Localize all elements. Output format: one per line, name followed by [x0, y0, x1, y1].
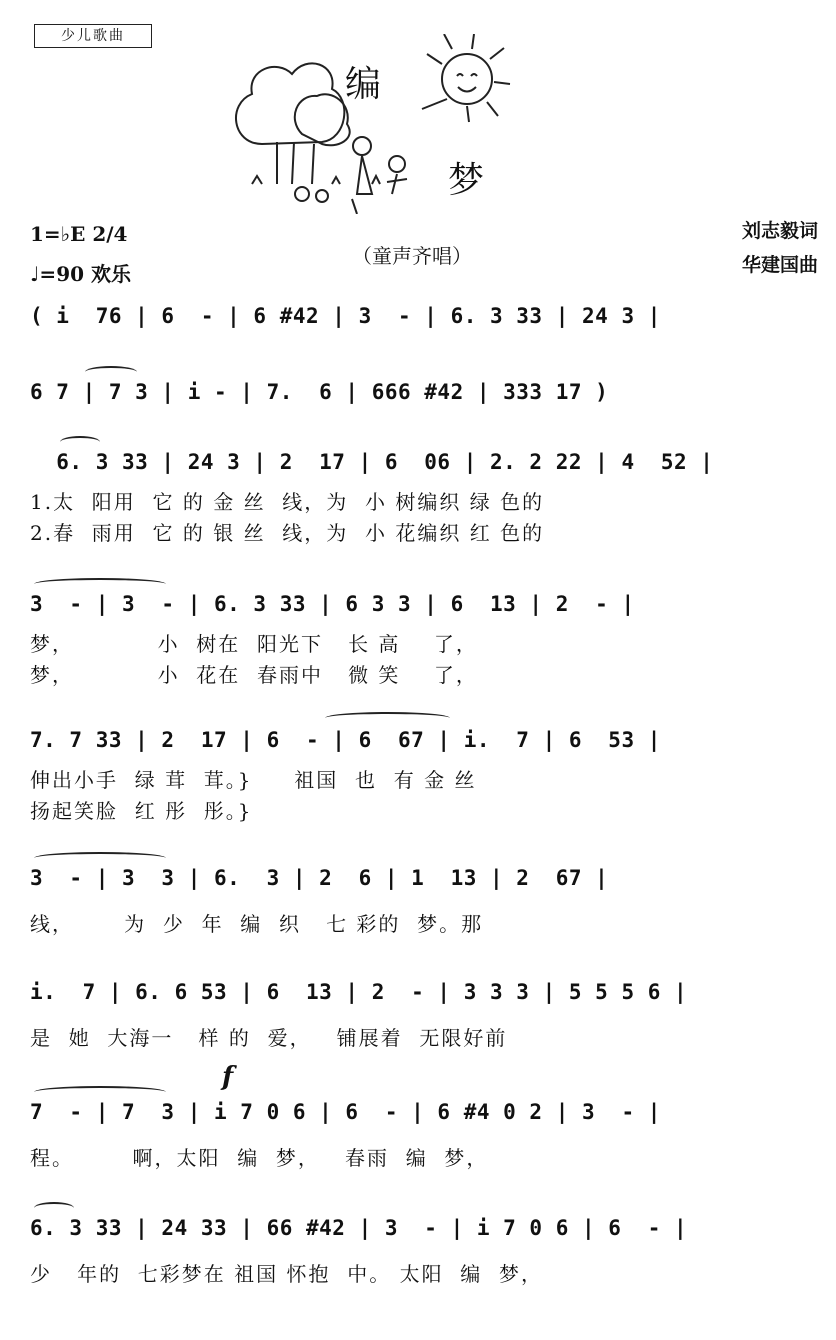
category-tag: 少儿歌曲: [34, 24, 152, 48]
key-signature: 1=♭E 2/4: [30, 222, 128, 246]
score-system-9: [30, 1216, 820, 1287]
score-system-1: [30, 304, 820, 328]
notation-line: 6. 3 33 | 24 3 | 2 17 | 6 06 | 2. 2 22 | 4 52 |: [30, 450, 714, 474]
notation-line: 7 - | 7 3 | i 7 0 6 | 6 - | 6 #4 0 2 | 3 - |: [30, 1100, 661, 1124]
slur-mark: [60, 436, 100, 448]
lyric-verse-1: 伸出小手 绿 茸 茸。} 祖国 也 有 金 丝: [30, 768, 477, 792]
title-char-2: 梦: [448, 160, 485, 201]
tie-mark: [85, 366, 137, 378]
notation-line: 6. 3 33 | 24 33 | 66 #42 | 3 - | i 7 0 6 | 6 - |: [30, 1216, 688, 1240]
score-system-8: [30, 1100, 820, 1171]
score-system-3: [30, 450, 820, 546]
tie-mark: [325, 712, 450, 724]
lyric-line: 线， 为 少 年 编 织 七 彩的 梦。那: [30, 912, 484, 936]
lyric-verse-2: 梦， 小 花在 春雨中 微 笑 了，: [30, 663, 478, 687]
composer-credit: 华建国曲: [741, 254, 818, 276]
notation-line: i. 7 | 6. 6 53 | 6 13 | 2 - | 3 3 3 | 5 5 5 6 |: [30, 980, 688, 1004]
lyric-verse-1: 梦， 小 树在 阳光下 长 高 了，: [30, 632, 478, 656]
title-char-1: 编: [345, 64, 382, 105]
lyric-verse-1: 1.太 阳用 它 的 金 丝 线，为 小 树编织 绿 色的: [30, 490, 545, 514]
tie-mark: [34, 852, 166, 864]
score-system-4: [30, 592, 820, 688]
lyricist-credit: 刘志毅词: [741, 220, 818, 242]
lyric-verse-2: 扬起笑脸 红 彤 彤。}: [30, 799, 253, 823]
tempo-marking: ♩=90 欢乐: [30, 262, 131, 286]
score-system-6: [30, 866, 820, 937]
performance-subtitle: （童声齐唱）: [352, 244, 472, 268]
score-system-5: [30, 728, 820, 824]
notation-line: 3 - | 3 3 | 6. 3 | 2 6 | 1 13 | 2 67 |: [30, 866, 609, 890]
lyric-line: 少 年的 七彩梦在 祖国 怀抱 中。 太阳 编 梦，: [30, 1262, 544, 1286]
tie-mark: [34, 578, 166, 590]
score-system-2: [30, 380, 820, 404]
lyric-line: 是 她 大海一 样 的 爱， 铺展着 无限好前: [30, 1026, 508, 1050]
notation-line: ( i 76 | 6 - | 6 #42 | 3 - | 6. 3 33 | 24 3 |: [30, 304, 661, 328]
notation-line: 7. 7 33 | 2 17 | 6 - | 6 67 | i. 7 | 6 53 |: [30, 728, 661, 752]
lyric-verse-2: 2.春 雨用 它 的 银 丝 线，为 小 花编织 红 色的: [30, 521, 545, 545]
score-system-7: [30, 980, 820, 1051]
lyric-line: 程。 啊，太阳 编 梦， 春雨 编 梦，: [30, 1146, 489, 1170]
slur-mark: [34, 1202, 74, 1214]
tie-mark: [34, 1086, 166, 1098]
notation-line: 6 7 | 7 3 | i - | 7. 6 | 666 #42 | 333 17 ): [30, 380, 609, 404]
notation-line: 3 - | 3 - | 6. 3 33 | 6 3 3 | 6 13 | 2 - |: [30, 592, 635, 616]
dynamic-forte-mark: f: [222, 1062, 234, 1092]
